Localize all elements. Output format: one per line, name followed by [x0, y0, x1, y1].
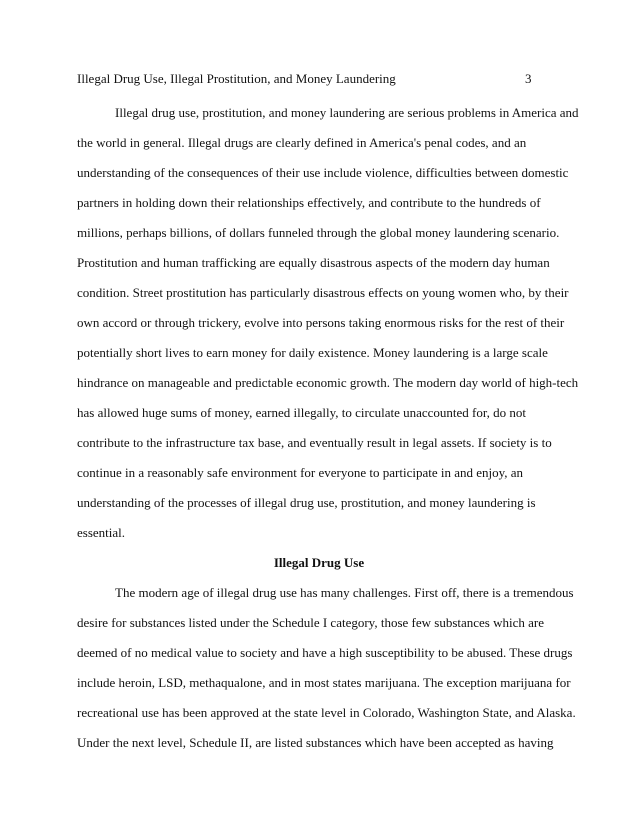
paragraph-line: deemed of no medical value to society and have a high susceptibility to be abused. These drugs — [77, 645, 573, 660]
paragraph-line: The modern age of illegal drug use has many challenges. First off, there is a tremendous — [115, 585, 574, 600]
paragraph-line: hindrance on manageable and predictable economic growth. The modern day world of high-tech — [77, 375, 579, 390]
paragraph-line: has allowed huge sums of money, earned illegally, to circulate unaccounted for, do not — [77, 405, 527, 420]
paragraph-line: recreational use has been approved at the state level in Colorado, Washington State, and Alaska. — [77, 705, 576, 720]
paragraph-line: Prostitution and human trafficking are equally disastrous aspects of the modern day human — [77, 255, 550, 270]
paragraph-line: understanding of the consequences of their use include violence, difficulties between domestic — [77, 165, 569, 180]
paragraph-line: potentially short lives to earn money for daily existence. Money laundering is a large scale — [77, 345, 548, 360]
page-number: 3 — [525, 71, 532, 86]
paragraph-line: continue in a reasonably safe environment for everyone to participate in and enjoy, an — [77, 465, 524, 480]
paragraph-line: Under the next level, Schedule II, are listed substances which have been accepted as having — [77, 735, 554, 750]
section-heading: Illegal Drug Use — [273, 555, 365, 570]
running-head-title: Illegal Drug Use, Illegal Prostitution, and Money Laundering — [77, 71, 396, 86]
paragraph-line: desire for substances listed under the Schedule I category, those few substances which are — [77, 615, 544, 630]
paragraph-line: millions, perhaps billions, of dollars funneled through the global money laundering scenario. — [77, 225, 560, 240]
paragraph-line: understanding of the processes of illegal drug use, prostitution, and money laundering is — [77, 495, 536, 510]
running-header — [77, 69, 545, 89]
paragraph-line: Illegal drug use, prostitution, and money laundering are serious problems in America and — [115, 105, 579, 120]
paragraph-line: the world in general. Illegal drugs are clearly defined in America's penal codes, and an — [77, 135, 527, 150]
paragraph-line: include heroin, LSD, methaqualone, and in most states marijuana. The exception marijuana for — [77, 675, 571, 690]
paragraph-line: essential. — [77, 525, 126, 540]
paragraph-line: condition. Street prostitution has particularly disastrous effects on young women who, by their — [77, 285, 569, 300]
paragraph-line: own accord or through trickery, evolve into persons taking enormous risks for the rest of their — [77, 315, 565, 330]
paragraph-line: contribute to the infrastructure tax base, and eventually result in legal assets. If society is to — [77, 435, 552, 450]
paragraph-line: partners in holding down their relationships effectively, and contribute to the hundreds of — [77, 195, 541, 210]
